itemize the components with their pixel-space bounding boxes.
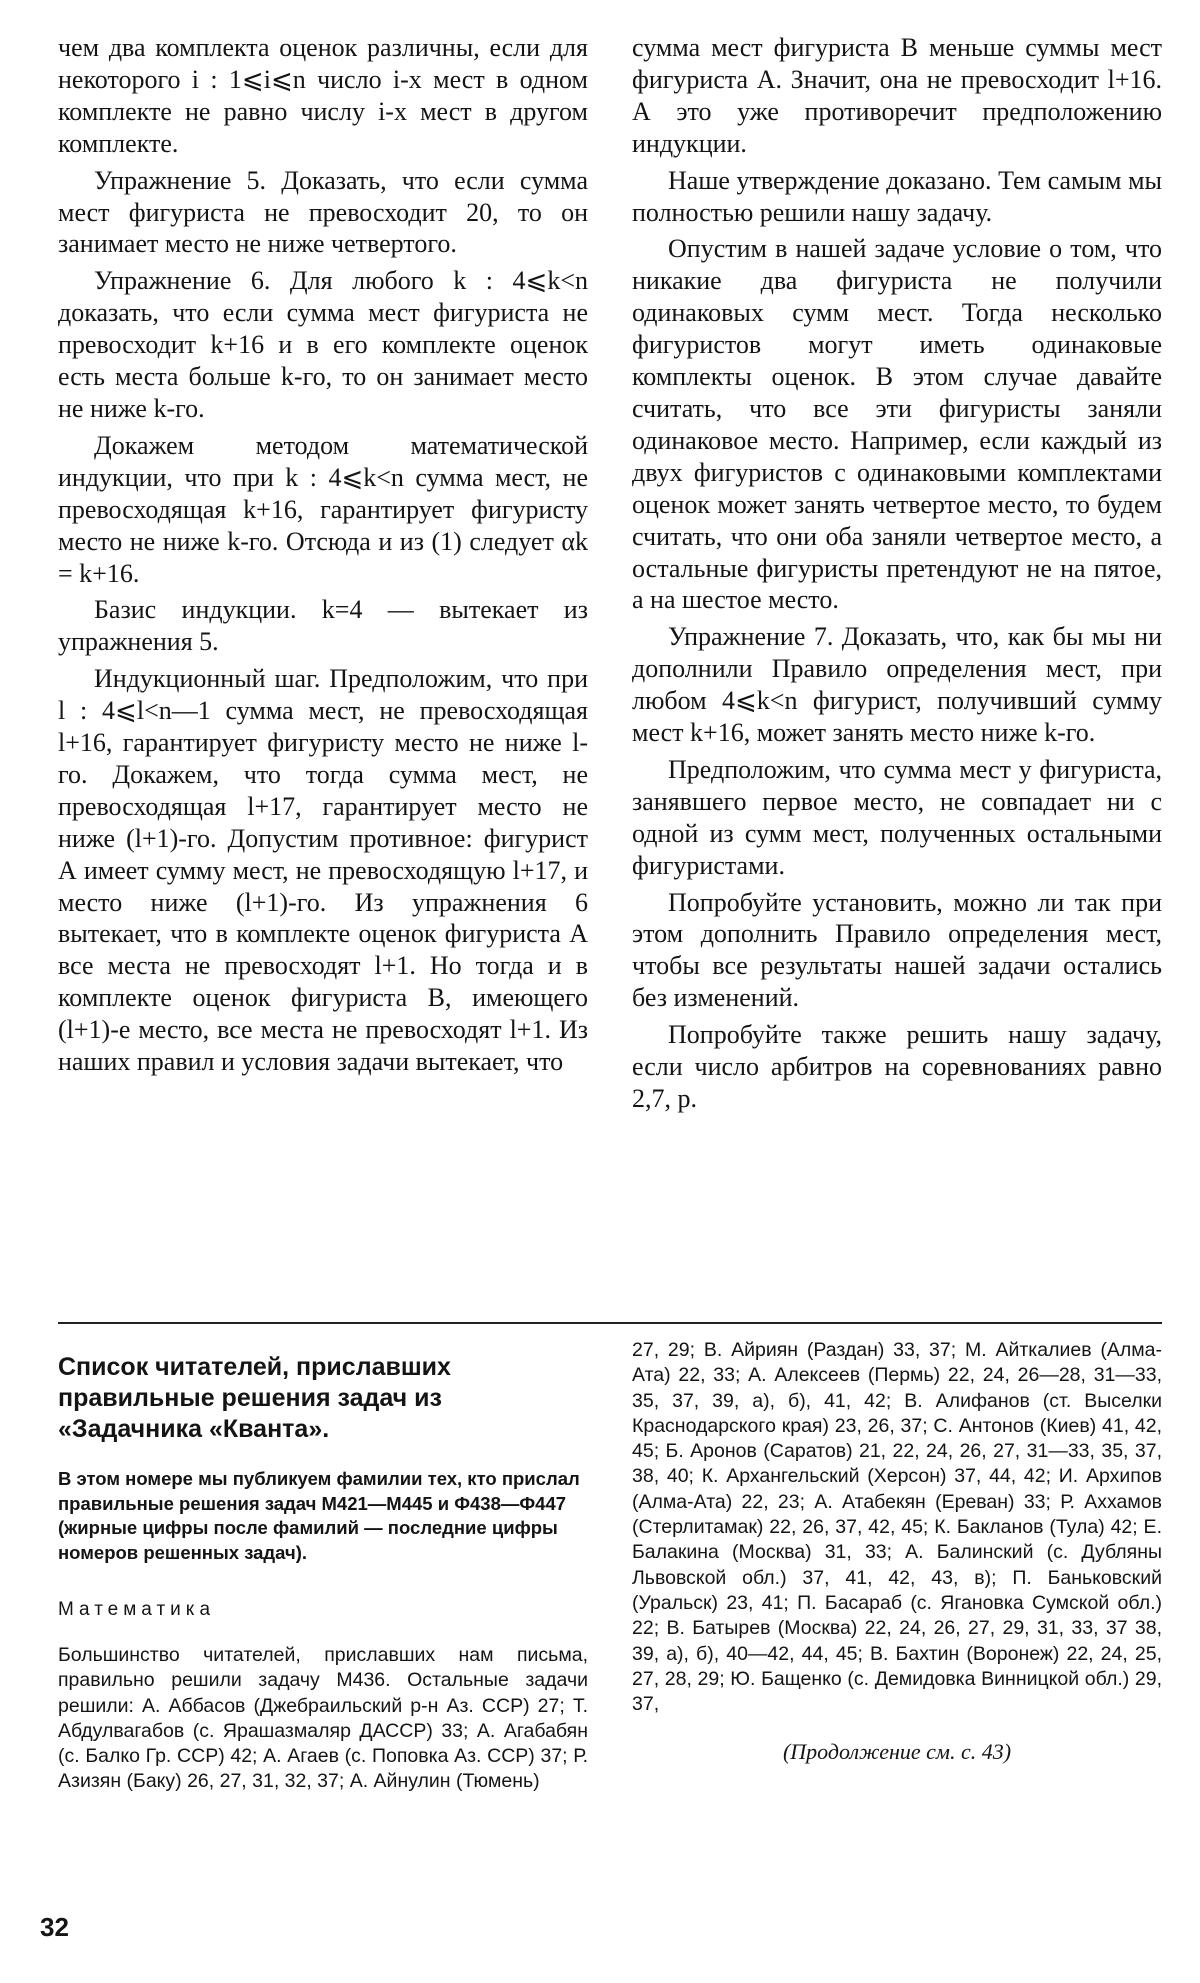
exercise-6: Упражнение 6. Для любого k : 4⩽k<n доказать, что если сумма мест фигуриста не превосходит k+16 и в его комплекте оценок есть места больше k-го, то он занимает место не ниже k-го. [58, 266, 588, 423]
readers-list-text [58, 1643, 588, 1795]
readers-list-title: Список читателей, приславших правильные решения задач из «Задачника «Кванта». [58, 1353, 451, 1443]
paragraph: Попробуйте также решить нашу задачу, если число арбитров на соревнованиях равно 2,7, p. [632, 1020, 1162, 1113]
right-article-column [632, 32, 1162, 1115]
section-heading-math: Математика [58, 1599, 216, 1620]
exercise-7: Упражнение 7. Доказать, что, как бы мы ни дополнили Правило определения мест, при любом 4⩽k<n фигурист, получивший сумму мест k+16, может занять место ниже k-го. [632, 622, 1162, 748]
paragraph: Опустим в нашей задаче условие о том, что никакие два фигуриста не получили одинаковых сумм мест. Тогда несколько фигуристов могут иметь одинаковые комплекты оценок. В этом случае давайте считать, что все эти фигуристы заняли одинаковое место. Например, если каждый из двух фигуристов с одинаковыми комплектами оценок может занять четвертое место, то будем считать, что они оба заняли четвертое место, а остальные фигуристы претендуют не на пятое, а на шестое место. [632, 234, 1162, 615]
paragraph: чем два комплекта оценок различны, если для некоторого i : 1⩽i⩽n число i-х мест в одном комплекте не равно числу i-х мест в другом комплекте. [58, 33, 588, 158]
paragraph: Докажем методом математической индукции, что при k : 4⩽k<n сумма мест, не превосходящая k+16, гарантирует фигуристу место не ниже k-го. Отсюда и из (1) следует αk = k+16. [58, 430, 588, 588]
paragraph: Попробуйте установить, можно ли так при этом дополнить Правило определения мест, чтобы все результаты нашей задачи остались без изменений. [632, 887, 1162, 1013]
readers-names-right: 27, 29; В. Айриян (Раздан) 33, 37; М. Айткалиев (Алма-Ата) 22, 33; А. Алексеев (Пермь) 22, 24, 26—28, 31—33, 35, 37, 39, а), б), 41, 42; В. Алифанов (ст. Выселки Краснодарского края) 23, 26, 37; С. Антонов (Киев) 41, 42, 45; Б. Аронов (Саратов) 21, 22, 24, 26, 27, 31—33, 35, 37, 38, 40; К. Архангельский (Херсон) 37, 44, 42; И. Архипов (Алма-Ата) 22, 23; А. Атабекян (Ереван) 33; Р. Аххамов (Стерлитамак) 22, 26, 37, 42, 45; К. Бакланов (Тула) 42; Е. Балакина (Москва) 31, 33; А. Балинский (с. Дубляны Львовской обл.) 37, 41, 42, 43, в); П. Баньковский (Уральск) 23, 41; П. Басараб (с. Ягановка Сумской обл.) 22; В. Батырев (Москва) 22, 24, 26, 27, 29, 31, 33, 37 38, 39, а), б), 40—42, 44, 45; В. Бахтин (Воронеж) 22, 24, 25, 27, 28, 29; Ю. Бащенко (с. Демидовка Винницкой обл.) 29, 37, [632, 1339, 1162, 1716]
induction-step: Индукционный шаг. Предположим, что при l : 4⩽l<n—1 сумма мест, не превосходящая l+16, гарантирует фигуристу место не ниже l-го. Докажем, что тогда сумма мест, не превосходящая l+17, гарантирует место не ниже (l+1)-го. Допустим противное: фигурист А имеет сумму мест, не превосходящую l+17, и место ниже (l+1)-го. Из упражнения 6 вытекает, что в комплекте оценок фигуриста А все места не превосходят l+1. Но тогда и в комплекте оценок фигуриста В, имеющего (l+1)-е место, все места не превосходят l+1. Из наших правил и условия задачи вытекает, что [58, 664, 588, 1077]
exercise-5: Упражнение 5. Доказать, что если сумма мест фигуриста не превосходит 20, то он занимает место не ниже четвертого. [58, 165, 588, 259]
section-divider [58, 1322, 1162, 1324]
paragraph: Предположим, что сумма мест у фигуриста, занявшего первое место, не совпадает ни с одной из сумм мест, полученных остальными фигуристами. [632, 754, 1162, 880]
left-article-column [58, 32, 588, 1078]
readers-lead: Большинство читателей, приславших нам письма, правильно решили задачу М436. Остальные задачи решили: [58, 1644, 588, 1717]
paragraph: Наше утверждение доказано. Тем самым мы полностью решили нашу задачу. [632, 165, 1162, 227]
induction-base: Базис индукции. k=4 — вытекает из упражнения 5. [58, 595, 588, 657]
readers-list-left [58, 1352, 588, 1795]
page-number: 32 [40, 1912, 69, 1942]
readers-list-intro: В этом номере мы публикуем фамилии тех, кто прислал правильные решения задач М421—М445 и Ф438—Ф447 (жирные цифры после фамилий — последние цифры номеров решенных задач). [58, 1468, 580, 1563]
readers-list-right [632, 1338, 1162, 1765]
paragraph: сумма мест фигуриста В меньше суммы мест фигуриста А. Значит, она не превосходит l+16. А это уже противоречит предположению индукции. [632, 33, 1162, 158]
readers-names-left: А. Аббасов (Джебраильский р-н Аз. ССР) 27; Т. Абдулвагабов (с. Ярашазмаляр ДАССР) 33; А. Агабабян (с. Балко Гр. ССР) 42; А. Агаев (с. Поповка Аз. ССР) 37; Р. Азизян (Баку) 26, 27, 31, 32, 37; А. Айнулин (Тюмень) [58, 1694, 588, 1793]
continued-note: (Продолжение см. с. 43) [782, 1739, 1012, 1765]
